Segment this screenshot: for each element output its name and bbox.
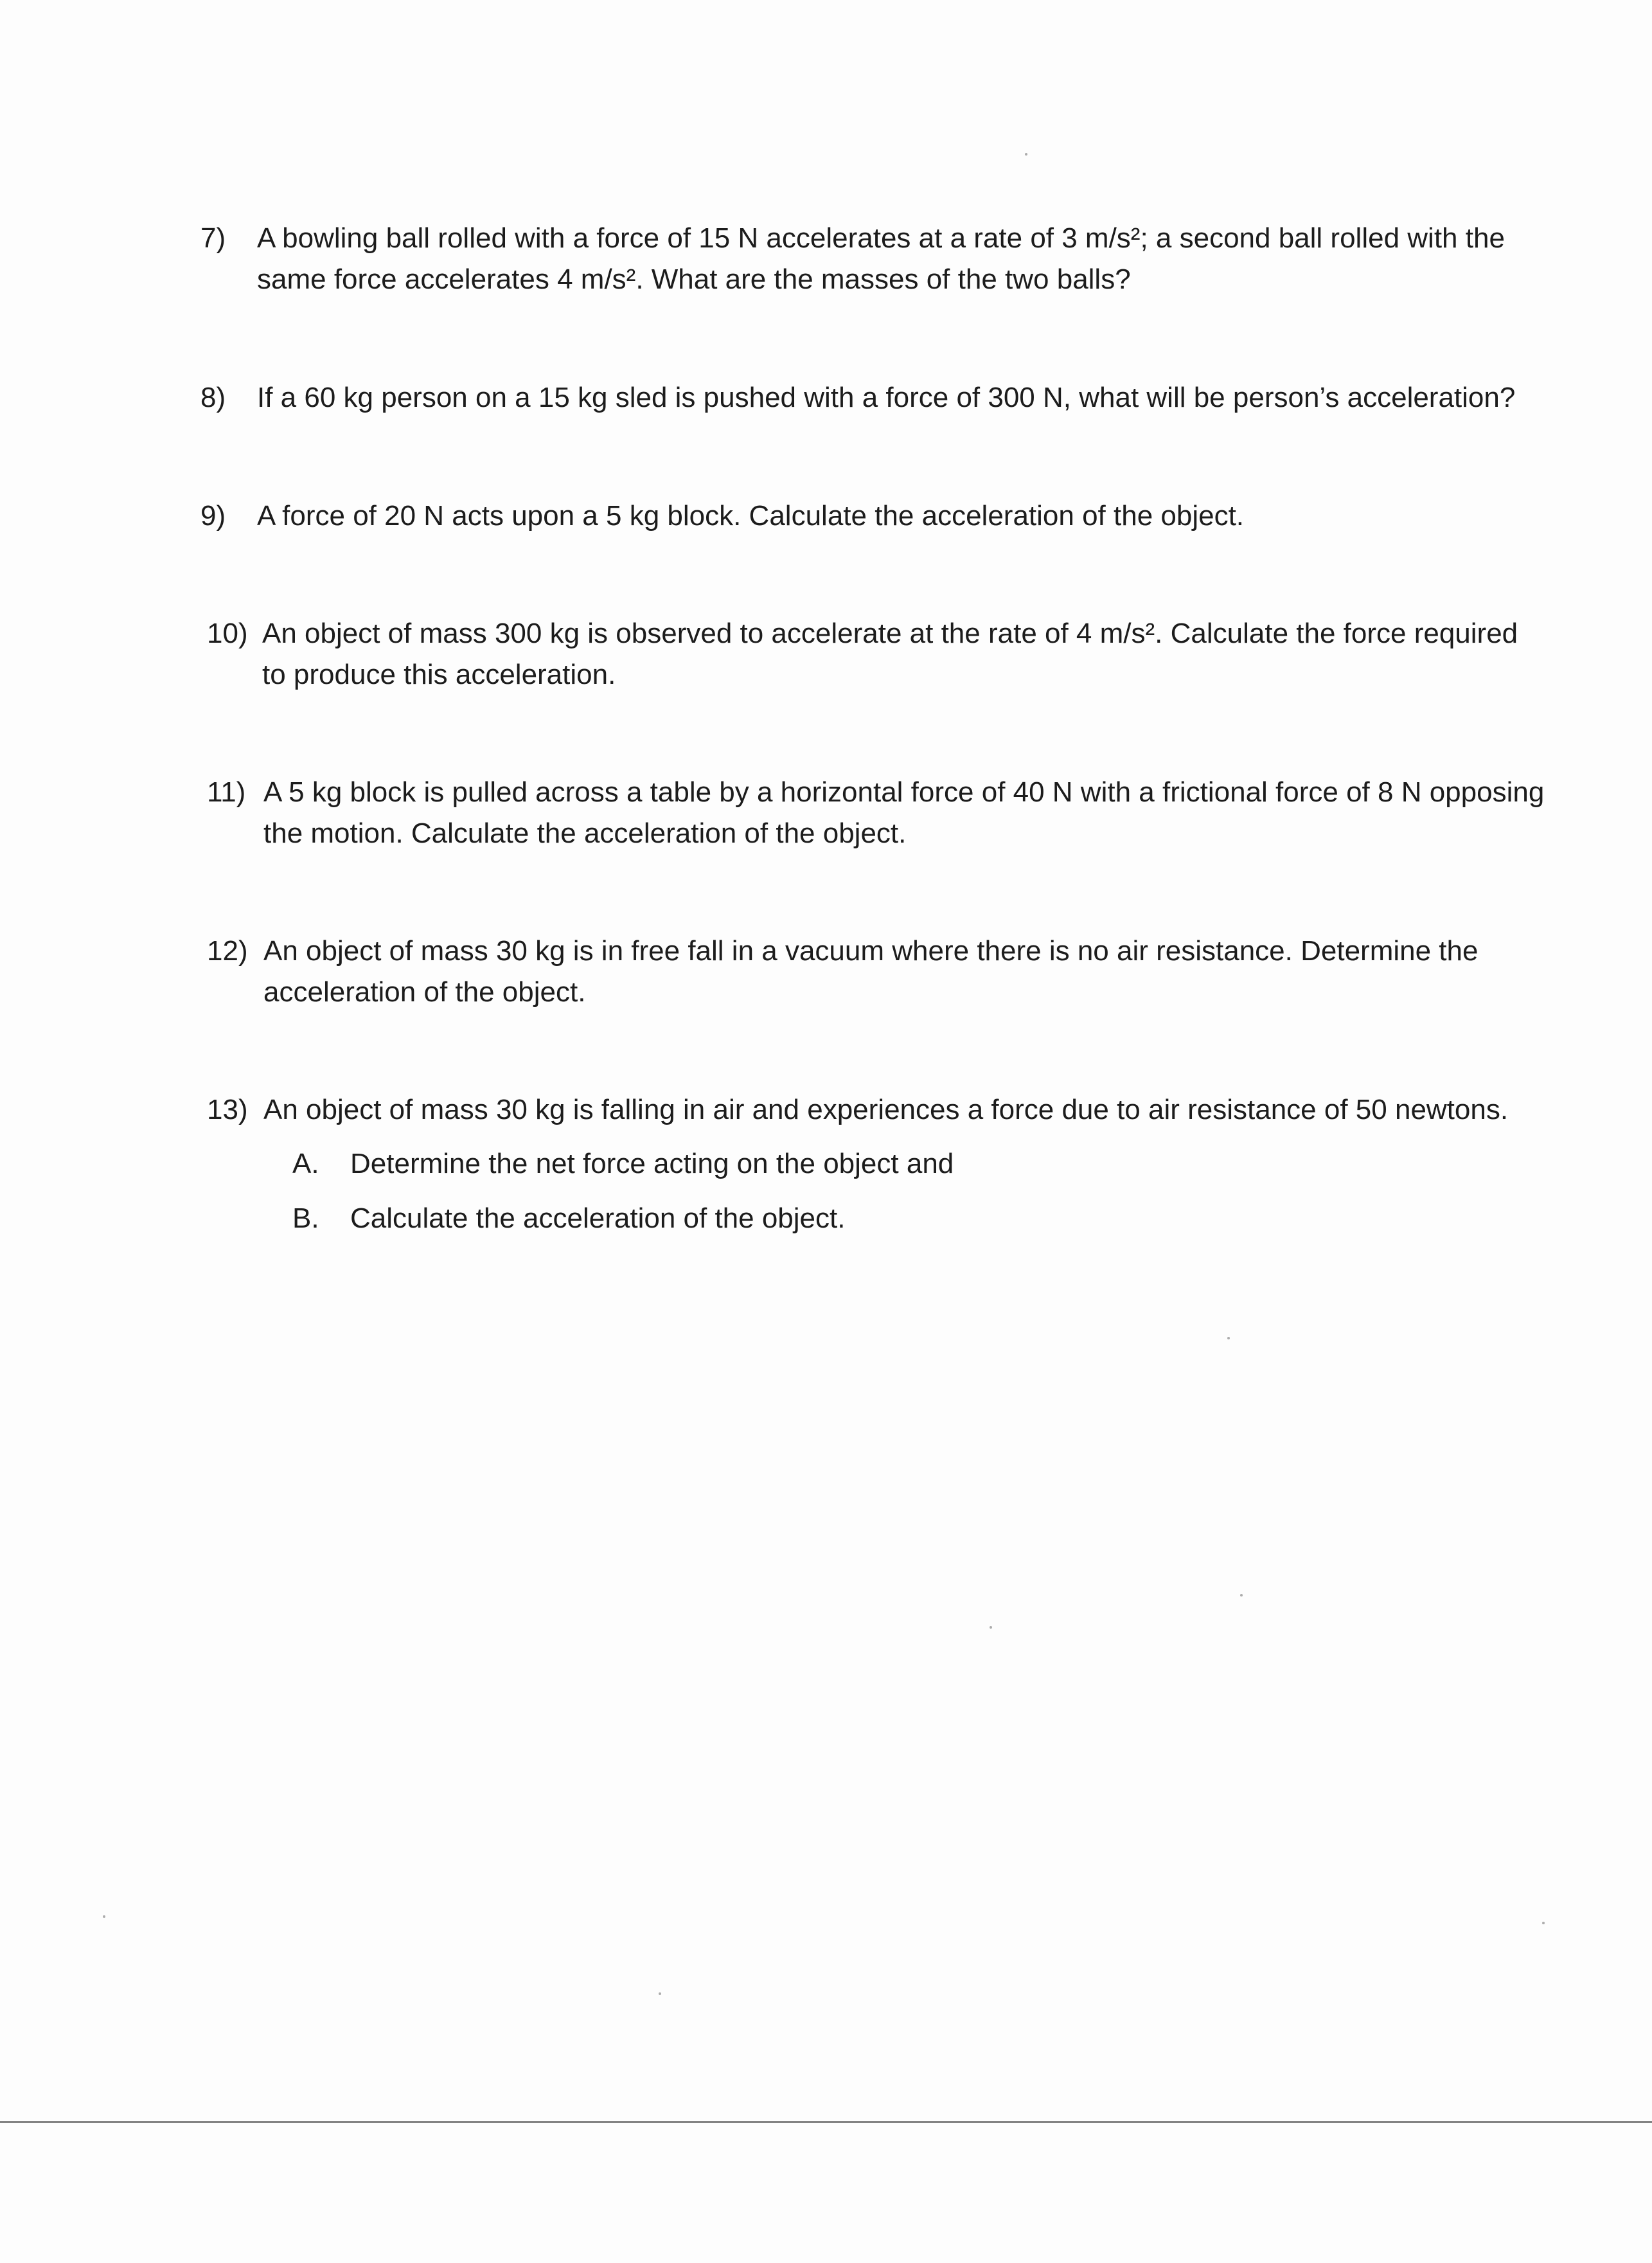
question-text-line-1: A 5 kg block is pulled across a table by a horizontal force of 40 N with a frictional force of 8 N opposing xyxy=(263,776,1545,808)
question-8 xyxy=(200,378,1582,423)
scan-speck xyxy=(103,1915,105,1918)
question-10 xyxy=(207,614,1588,697)
question-12 xyxy=(207,931,1588,1015)
question-text-line-1: If a 60 kg person on a 15 kg sled is pushed with a force of 300 N, what will be person’s acceleration? xyxy=(257,382,1516,413)
question-number: 12) xyxy=(207,935,248,967)
scan-edge-line xyxy=(0,2121,1652,2123)
question-number: 9) xyxy=(200,500,226,532)
question-text-line-1: An object of mass 300 kg is observed to accelerate at the rate of 4 m/s². Calculate the force required xyxy=(262,618,1518,649)
scan-speck xyxy=(990,1626,992,1629)
question-number: 8) xyxy=(200,382,226,413)
question-text-line-2: to produce this acceleration. xyxy=(262,659,616,690)
subpart-text: Calculate the acceleration of the object. xyxy=(350,1203,846,1234)
subpart-text: Determine the net force acting on the object and xyxy=(350,1148,954,1179)
subpart-b xyxy=(292,1199,1063,1240)
question-number: 10) xyxy=(207,618,248,649)
question-13 xyxy=(207,1090,1588,1135)
question-text-line-1: A bowling ball rolled with a force of 15 N accelerates at a rate of 3 m/s²; a second ball rolled with the xyxy=(257,222,1505,254)
subpart-a xyxy=(292,1144,1063,1185)
subpart-letter: B. xyxy=(292,1203,319,1234)
scan-speck xyxy=(1025,153,1027,156)
question-11 xyxy=(207,773,1621,856)
question-text-line-1: An object of mass 30 kg is falling in air and experiences a force due to air resistance of 50 newtons. xyxy=(263,1094,1509,1125)
question-number: 7) xyxy=(200,222,226,254)
question-text-line-1: An object of mass 30 kg is in free fall in a vacuum where there is no air resistance. Determine the xyxy=(263,935,1479,967)
scan-speck xyxy=(659,1992,661,1995)
question-7 xyxy=(200,219,1582,302)
question-9 xyxy=(200,496,1582,541)
question-text-line-1: A force of 20 N acts upon a 5 kg block. Calculate the acceleration of the object. xyxy=(257,500,1245,532)
subpart-letter: A. xyxy=(292,1148,319,1179)
scan-speck xyxy=(1227,1337,1230,1339)
question-number: 11) xyxy=(207,776,246,808)
question-number: 13) xyxy=(207,1094,248,1125)
question-text-line-2: the motion. Calculate the acceleration of the object. xyxy=(263,818,907,849)
scan-speck xyxy=(1542,1922,1545,1924)
question-text-line-2: same force accelerates 4 m/s². What are the masses of the two balls? xyxy=(257,264,1131,295)
scan-speck xyxy=(1240,1594,1243,1597)
question-text-line-2: acceleration of the object. xyxy=(263,976,586,1008)
